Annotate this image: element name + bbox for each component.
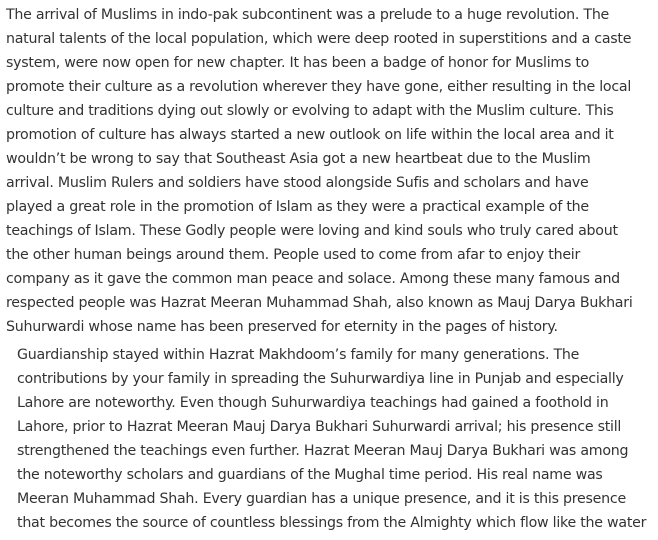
paragraph-line: respected people was Hazrat Meeran Muhammad Shah, also known as Mauj Darya Bukhari xyxy=(6,295,633,311)
paragraph-line: Suhurwardi whose name has been preserved for eternity in the pages of history. xyxy=(6,319,558,335)
paragraph-line: Lahore are noteworthy. Even though Suhurwardiya teachings had gained a foothold in xyxy=(17,395,609,411)
paragraph-line: Lahore, prior to Hazrat Meeran Mauj Darya Bukhari Suhurwardi arrival; his presence still xyxy=(17,419,622,435)
paragraph-line: promote their culture as a revolution wherever they have gone, either resulting in the local xyxy=(6,79,632,95)
paragraph-line: the other human beings around them. People used to come from afar to enjoy their xyxy=(6,247,581,263)
paragraph-line: played a great role in the promotion of Islam as they were a practical example of the xyxy=(6,199,589,215)
paragraph-line: Meeran Muhammad Shah. Every guardian has a unique presence, and it is this presence xyxy=(17,491,626,507)
paragraph-line: company as it gave the common man peace and solace. Among these many famous and xyxy=(6,271,620,287)
paragraph-line: the noteworthy scholars and guardians of the Mughal time period. His real name was xyxy=(17,467,603,483)
paragraph-line: promotion of culture has always started a new outlook on life within the local area and it xyxy=(6,127,614,143)
paragraph-line: wouldn’t be wrong to say that Southeast Asia got a new heartbeat due to the Muslim xyxy=(6,151,591,167)
paragraph-line: contributions by your family in spreading the Suhurwardiya line in Punjab and especially xyxy=(17,371,624,387)
paragraph-line: culture and traditions dying out slowly or evolving to adapt with the Muslim culture. This xyxy=(6,103,614,119)
paragraph-line: Guardianship stayed within Hazrat Makhdoom’s family for many generations. The xyxy=(17,347,580,363)
paragraph-line: strengthened the teachings even further. Hazrat Meeran Mauj Darya Bukhari was among xyxy=(17,443,629,459)
paragraph-line: natural talents of the local population, which were deep rooted in superstitions and a caste xyxy=(6,31,632,47)
paragraph-line: system, were now open for new chapter. It has been a badge of honor for Muslims to xyxy=(6,55,590,71)
paragraph-1 xyxy=(0,3,658,339)
paragraph-line: The arrival of Muslims in indo-pak subcontinent was a prelude to a huge revolution. The xyxy=(6,7,610,23)
paragraph-line: arrival. Muslim Rulers and soldiers have stood alongside Sufis and scholars and have xyxy=(6,175,589,191)
paragraph-line: teachings of Islam. These Godly people were loving and kind souls who truly cared about xyxy=(6,223,618,239)
paragraph-line: that becomes the source of countless blessings from the Almighty which flow like the water xyxy=(17,515,647,531)
paragraph-2 xyxy=(0,343,658,535)
